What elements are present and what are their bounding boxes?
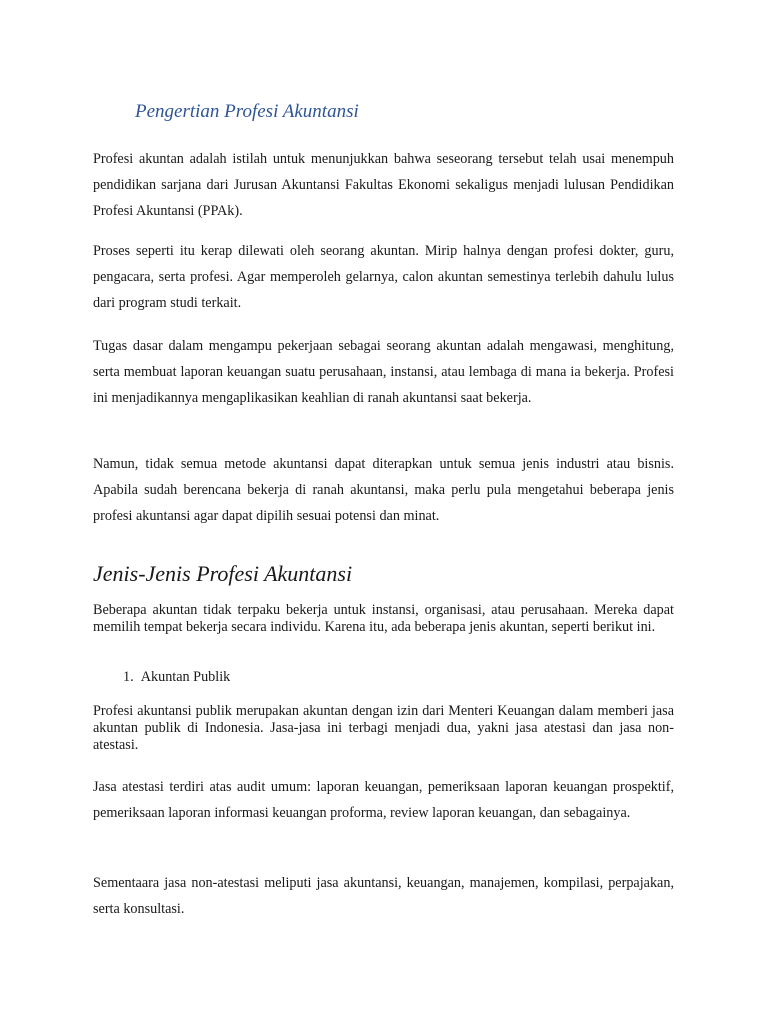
paragraph-non-attestation: Sementaara jasa non-atestasi meliputi jasa akuntansi, keuangan, manajemen, kompilasi, perpajakan, serta konsultasi.	[93, 875, 674, 917]
paragraph-intro-types: Beberapa akuntan tidak terpaku bekerja untuk instansi, organisasi, atau perusahaan. Mereka dapat memilih tempat bekerja secara individu. Karena itu, ada beberapa jenis akuntan, seperti berikut ini.	[93, 602, 674, 635]
section-heading-pengertian: Pengertian Profesi Akuntansi	[135, 101, 359, 122]
section-heading-jenis: Jenis-Jenis Profesi Akuntansi	[93, 561, 353, 586]
list-item-number: 1.	[123, 669, 134, 685]
paragraph-process: Proses seperti itu kerap dilewati oleh seorang akuntan. Mirip halnya dengan profesi dokter, guru, pengacara, serta profesi. Agar memperoleh gelarnya, calon akuntan semestinya terlebih dahulu lulus dari program studi terkait.	[93, 243, 674, 311]
list-item-label: Akuntan Publik	[140, 669, 231, 685]
paragraph-duties: Tugas dasar dalam mengampu pekerjaan sebagai seorang akuntan adalah mengawasi, menghitung, serta membuat laporan keuangan suatu perusahaan, instansi, atau lembaga di mana ia bekerja. Profesi ini menjadikannya mengaplikasikan keahlian di ranah akuntansi saat bekerja.	[93, 338, 674, 406]
paragraph-definition: Profesi akuntan adalah istilah untuk menunjukkan bahwa seseorang tersebut telah usai menempuh pendidikan sarjana dari Jurusan Akuntansi Fakultas Ekonomi sekaligus menjadi lulusan Pendidikan Profesi Akuntansi (PPAk).	[93, 151, 674, 219]
list-item-akuntan-publik	[123, 669, 230, 686]
paragraph-methods: Namun, tidak semua metode akuntansi dapat diterapkan untuk semua jenis industri atau bisnis. Apabila sudah berencana bekerja di ranah akuntansi, maka perlu pula mengetahui beberapa jenis profesi akuntansi agar dapat dipilih sesuai potensi dan minat.	[93, 456, 674, 524]
paragraph-public-accountant: Profesi akuntansi publik merupakan akuntan dengan izin dari Menteri Keuangan dalam memberi jasa akuntan publik di Indonesia. Jasa-jasa ini terbagi menjadi dua, yakni jasa atestasi dan jasa non-atestasi.	[93, 703, 674, 753]
paragraph-attestation: Jasa atestasi terdiri atas audit umum: laporan keuangan, pemeriksaan laporan keuangan prospektif, pemeriksaan laporan informasi keuangan proforma, review laporan keuangan, dan sebagainya.	[93, 779, 674, 821]
